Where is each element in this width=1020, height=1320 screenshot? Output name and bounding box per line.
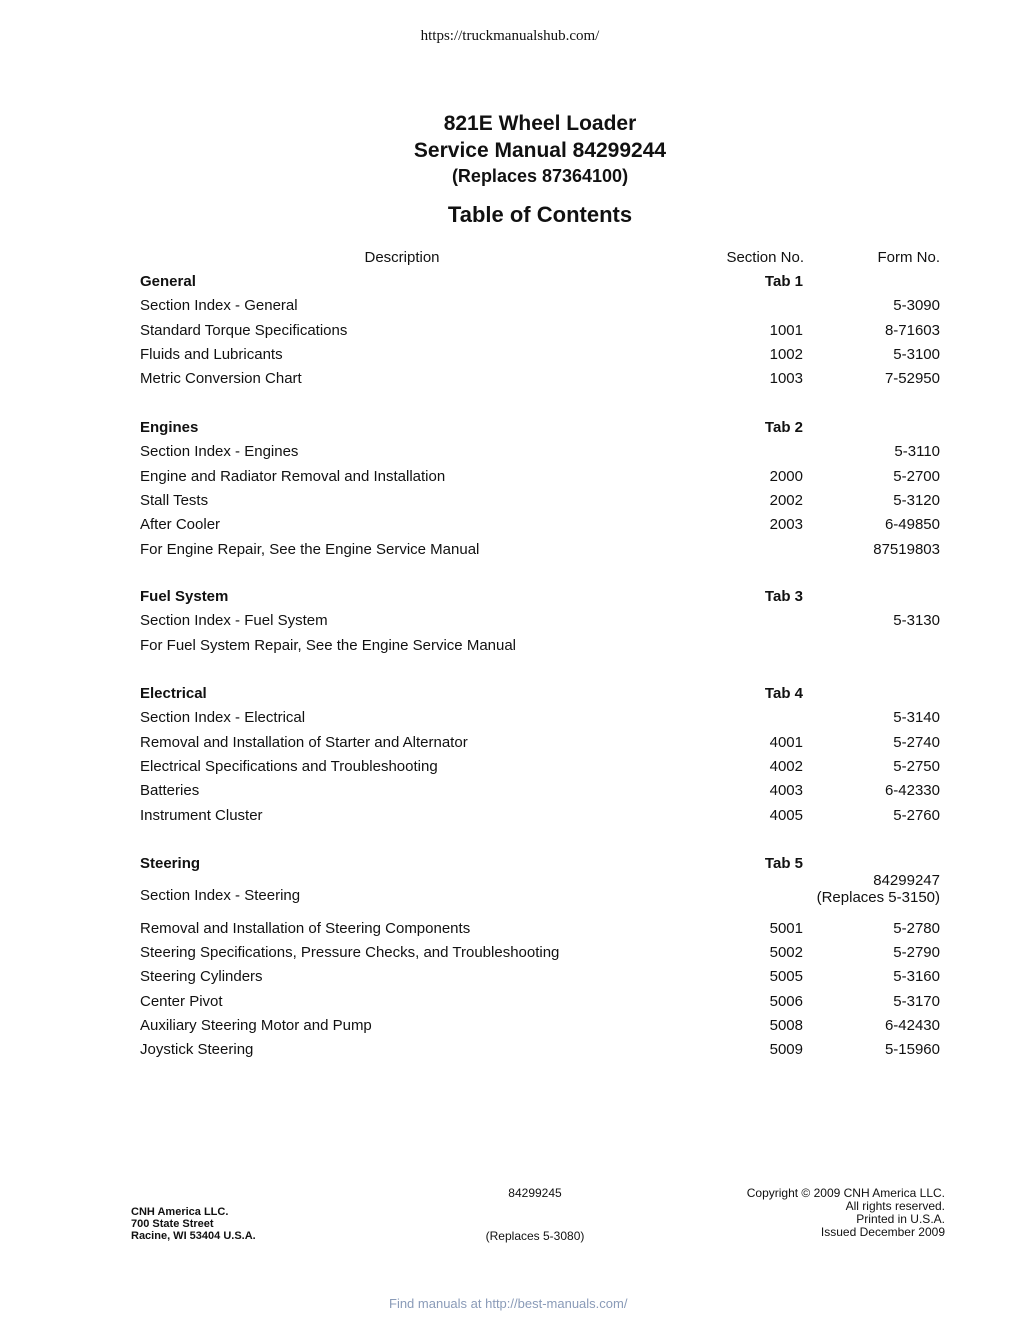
group-tab: Tab 2 bbox=[764, 419, 803, 436]
form-number: 5-3120 bbox=[893, 491, 940, 509]
toc-row bbox=[140, 346, 940, 368]
group-name: Engines bbox=[140, 419, 199, 436]
address-line: Racine, WI 53404 U.S.A. bbox=[131, 1230, 256, 1242]
section-number: 1002 bbox=[769, 345, 803, 363]
entry-description: Instrument Cluster bbox=[140, 806, 263, 824]
entry-description: Section Index - General bbox=[140, 297, 298, 315]
document-replaces: (Replaces 87364100) bbox=[451, 166, 629, 186]
entry-description: Removal and Installation of Steering Components bbox=[140, 919, 471, 937]
entry-description: Removal and Installation of Starter and Alternator bbox=[140, 733, 468, 751]
toc-row bbox=[140, 734, 940, 756]
entry-description: Section Index - Electrical bbox=[140, 709, 306, 727]
form-number: 5-3130 bbox=[893, 612, 940, 630]
copyright-line: Copyright © 2009 CNH America LLC. bbox=[746, 1186, 945, 1200]
footer-replaces: (Replaces 5-3080) bbox=[485, 1229, 585, 1243]
address-line: CNH America LLC. bbox=[131, 1206, 229, 1218]
toc-row bbox=[140, 541, 940, 563]
entry-description: Engine and Radiator Removal and Installation bbox=[140, 467, 446, 485]
toc-row bbox=[140, 297, 940, 319]
entry-description: After Cooler bbox=[140, 516, 221, 534]
form-number: 5-2790 bbox=[893, 943, 940, 961]
form-number: 5-3110 bbox=[894, 443, 940, 461]
copyright-line: Printed in U.S.A. bbox=[856, 1212, 945, 1226]
entry-description: Standard Torque Specifications bbox=[140, 321, 348, 339]
form-number: 5-3100 bbox=[893, 345, 940, 363]
section-number: 1001 bbox=[769, 321, 803, 339]
entry-description: Center Pivot bbox=[140, 992, 223, 1010]
entry-description: Stall Tests bbox=[140, 491, 209, 509]
footer-copyright bbox=[747, 1187, 945, 1239]
group-name: Steering bbox=[140, 855, 201, 872]
section-group-heading bbox=[140, 273, 940, 295]
toc-row bbox=[140, 968, 940, 990]
form-number: 5-3090 bbox=[893, 297, 940, 315]
group-tab: Tab 5 bbox=[764, 855, 803, 872]
section-number: 5001 bbox=[769, 919, 803, 937]
section-number: 4003 bbox=[769, 782, 803, 800]
toc-row bbox=[140, 492, 940, 514]
form-number: 7-52950 bbox=[884, 370, 940, 388]
entry-description: Fluids and Lubricants bbox=[140, 345, 283, 363]
toc-row bbox=[140, 944, 940, 966]
section-number: 4001 bbox=[769, 733, 803, 751]
toc-row bbox=[140, 637, 940, 659]
form-number: 87519803 bbox=[873, 540, 940, 558]
toc-row bbox=[140, 758, 940, 780]
toc-row bbox=[140, 322, 940, 344]
toc-row bbox=[140, 920, 940, 942]
form-number: 6-42330 bbox=[884, 782, 940, 800]
section-number: 2002 bbox=[769, 491, 803, 509]
toc-row bbox=[140, 872, 940, 909]
group-name: Electrical bbox=[140, 685, 207, 702]
form-number: 5-2760 bbox=[893, 806, 940, 824]
entry-description: Metric Conversion Chart bbox=[140, 370, 302, 388]
section-number: 2000 bbox=[769, 467, 803, 485]
toc-row bbox=[140, 993, 940, 1015]
entry-description: Section Index - Engines bbox=[140, 443, 299, 461]
form-number: 5-15960 bbox=[884, 1041, 940, 1059]
form-number: 5-3170 bbox=[893, 992, 940, 1010]
toc-row bbox=[140, 443, 940, 465]
entry-description: Electrical Specifications and Troubleshooting bbox=[140, 757, 438, 775]
column-header-description: Description bbox=[364, 249, 440, 266]
entry-description: For Fuel System Repair, See the Engine Service Manual bbox=[140, 636, 517, 654]
form-number: 5-3160 bbox=[893, 968, 940, 986]
section-number: 5002 bbox=[769, 943, 803, 961]
toc-row bbox=[140, 468, 940, 490]
form-number-line: 84299247 bbox=[873, 872, 940, 890]
entry-description: Section Index - Steering bbox=[140, 887, 301, 905]
toc-row bbox=[140, 1017, 940, 1039]
section-number: 5009 bbox=[769, 1041, 803, 1059]
form-number: 5-2780 bbox=[893, 919, 940, 937]
document-subtitle: Service Manual 84299244 bbox=[413, 139, 667, 162]
section-number: 1003 bbox=[769, 370, 803, 388]
section-number: 4002 bbox=[769, 757, 803, 775]
entry-description: For Engine Repair, See the Engine Service Manual bbox=[140, 540, 480, 558]
entry-description: Section Index - Fuel System bbox=[140, 612, 328, 630]
form-number: 6-42430 bbox=[884, 1016, 940, 1034]
source-url: https://truckmanualshub.com/ bbox=[420, 28, 600, 44]
footer-form-number: 84299245 bbox=[508, 1186, 562, 1200]
copyright-line: Issued December 2009 bbox=[820, 1225, 945, 1239]
section-number: 2003 bbox=[769, 516, 803, 534]
toc-row bbox=[140, 782, 940, 804]
copyright-line: All rights reserved. bbox=[845, 1199, 945, 1213]
form-number: 8-71603 bbox=[884, 321, 940, 339]
entry-description: Auxiliary Steering Motor and Pump bbox=[140, 1016, 372, 1034]
form-number: 5-3140 bbox=[893, 709, 940, 727]
column-header-form: Form No. bbox=[877, 249, 940, 266]
section-group-heading bbox=[140, 588, 940, 610]
column-header-section: Section No. bbox=[726, 249, 804, 266]
section-number: 5005 bbox=[769, 968, 803, 986]
section-number: 5008 bbox=[769, 1016, 803, 1034]
group-tab: Tab 4 bbox=[764, 685, 803, 702]
toc-row bbox=[140, 516, 940, 538]
entry-description: Batteries bbox=[140, 782, 200, 800]
toc-row bbox=[140, 709, 940, 731]
form-replaces-line: (Replaces 5-3150) bbox=[816, 889, 940, 907]
document-title: 821E Wheel Loader bbox=[443, 112, 637, 135]
form-number: 5-2700 bbox=[893, 467, 940, 485]
group-tab: Tab 3 bbox=[764, 588, 803, 605]
group-name: Fuel System bbox=[140, 588, 229, 605]
footer-address bbox=[131, 1206, 256, 1242]
entry-description: Steering Cylinders bbox=[140, 968, 263, 986]
form-number: 5-2740 bbox=[893, 733, 940, 751]
section-number: 4005 bbox=[769, 806, 803, 824]
section-group-heading bbox=[140, 419, 940, 441]
toc-row bbox=[140, 807, 940, 829]
form-number: 6-49850 bbox=[884, 516, 940, 534]
section-number: 5006 bbox=[769, 992, 803, 1010]
toc-row bbox=[140, 1041, 940, 1063]
toc-heading: Table of Contents bbox=[447, 202, 633, 227]
footer-link[interactable]: Find manuals at http://best-manuals.com/ bbox=[389, 1296, 628, 1311]
entry-description: Steering Specifications, Pressure Checks, and Troubleshooting bbox=[140, 943, 560, 961]
address-line: 700 State Street bbox=[131, 1218, 214, 1230]
group-tab: Tab 1 bbox=[764, 273, 803, 290]
entry-description: Joystick Steering bbox=[140, 1041, 254, 1059]
section-group-heading bbox=[140, 685, 940, 707]
form-number: 5-2750 bbox=[893, 757, 940, 775]
form-number bbox=[817, 872, 940, 906]
toc-row bbox=[140, 370, 940, 392]
toc-row bbox=[140, 612, 940, 634]
group-name: General bbox=[140, 273, 196, 290]
